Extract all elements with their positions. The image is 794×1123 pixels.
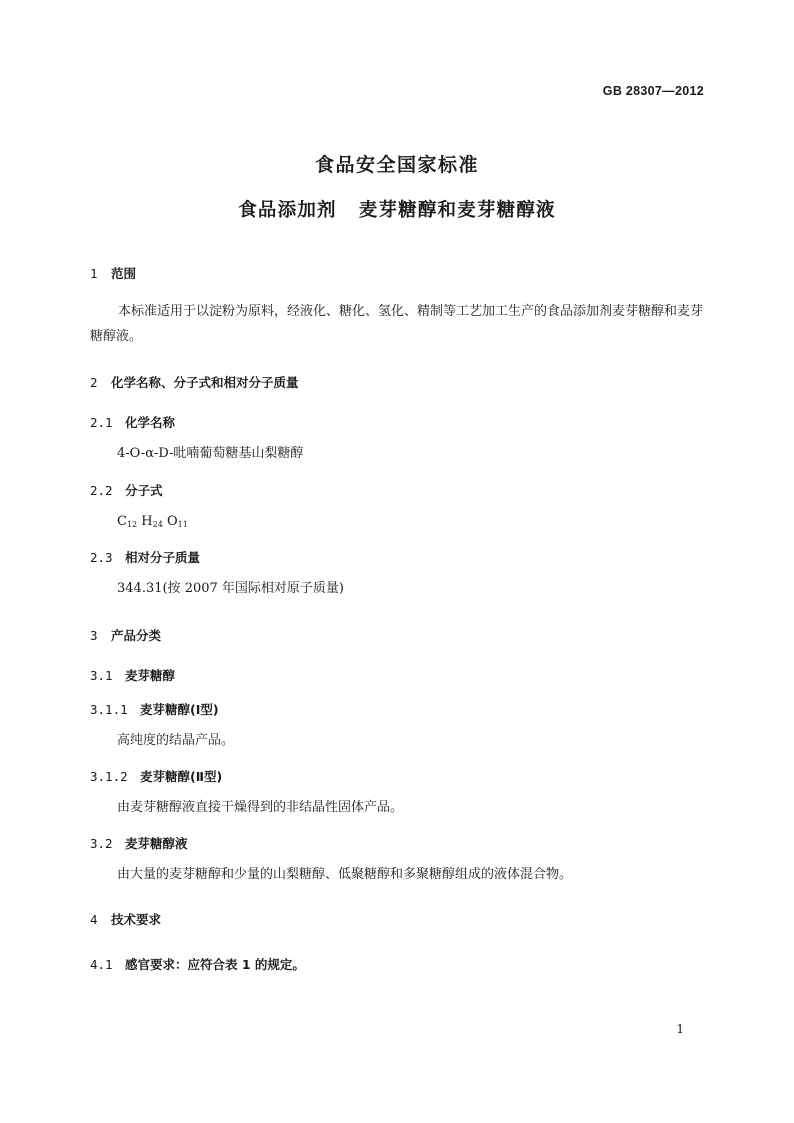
section-title: 化学名称 bbox=[125, 415, 176, 430]
section-3-2-heading bbox=[90, 834, 188, 852]
liquid-description: 由大量的麦芽糖醇和少量的山梨糖醇、低聚糖醇和多聚糖醇组成的液体混合物。 bbox=[117, 867, 573, 882]
section-number: 2.1 bbox=[90, 415, 113, 430]
section-3-heading bbox=[90, 626, 161, 644]
section-number: 3.1.1 bbox=[90, 702, 128, 717]
document-subtitle bbox=[0, 196, 794, 222]
section-4-1-heading bbox=[90, 955, 305, 973]
section-title: 化学名称、分子式和相对分子质量 bbox=[111, 375, 299, 390]
section-2-1-heading bbox=[90, 413, 175, 431]
molecular-mass-text: 344.31(按 2007 年国际相对原子质量) bbox=[117, 581, 344, 596]
section-number: 2 bbox=[90, 375, 98, 390]
section-2-2-heading bbox=[90, 481, 163, 499]
section-3-1-1-heading bbox=[90, 700, 219, 718]
element-o: O bbox=[166, 514, 178, 529]
element-o-count: 11 bbox=[177, 520, 188, 529]
section-number: 4 bbox=[90, 912, 98, 927]
section-2-3-heading bbox=[90, 548, 200, 566]
section-number: 3.1.2 bbox=[90, 769, 128, 784]
section-number: 4.1 bbox=[90, 957, 113, 972]
standard-code: GB 28307—2012 bbox=[602, 84, 704, 98]
section-3-1-heading bbox=[90, 666, 175, 684]
element-h: H bbox=[141, 514, 153, 529]
section-number: 3 bbox=[90, 628, 98, 643]
section-4-heading bbox=[90, 910, 161, 928]
section-number: 3.2 bbox=[90, 836, 113, 851]
section-number: 2.2 bbox=[90, 483, 113, 498]
section-number: 2.3 bbox=[90, 550, 113, 565]
molecular-formula bbox=[117, 509, 733, 537]
section-1-paragraph: 本标准适用于以淀粉为原料，经液化、糖化、氢化、精制等工艺加工生产的食品添加剂麦芽糖醇和麦芽糖醇液。 bbox=[90, 304, 704, 344]
element-h-count: 24 bbox=[152, 520, 163, 529]
element-c: C bbox=[117, 514, 127, 529]
section-title: 麦芽糖醇液 bbox=[125, 836, 188, 851]
document-title: 食品安全国家标准 bbox=[314, 154, 479, 176]
section-title: 感官要求：应符合表 1 的规定。 bbox=[125, 957, 305, 972]
type-2-description: 由麦芽糖醇液直接干燥得到的非结晶性固体产品。 bbox=[117, 800, 404, 815]
subtitle-category: 食品添加剂 bbox=[238, 200, 337, 221]
page-number: 1 bbox=[676, 1022, 684, 1036]
section-title: 麦芽糖醇 bbox=[125, 668, 176, 683]
section-1-heading bbox=[90, 264, 136, 282]
section-title: 范围 bbox=[111, 266, 137, 281]
section-3-1-2-heading bbox=[90, 767, 222, 785]
section-2-heading bbox=[90, 373, 299, 391]
section-title: 麦芽糖醇(Ⅱ型) bbox=[140, 769, 223, 784]
type-1-description: 高纯度的结晶产品。 bbox=[117, 733, 235, 748]
subtitle-product: 麦芽糖醇和麦芽糖醇液 bbox=[358, 200, 556, 221]
section-number: 1 bbox=[90, 266, 98, 281]
section-number: 3.1 bbox=[90, 668, 113, 683]
section-title: 麦芽糖醇(Ⅰ型) bbox=[140, 702, 219, 717]
section-title: 产品分类 bbox=[111, 628, 162, 643]
section-title: 分子式 bbox=[125, 483, 163, 498]
chemical-name-text: 4-O-α-D-吡喃葡萄糖基山梨糖醇 bbox=[117, 446, 304, 461]
section-title: 相对分子质量 bbox=[125, 550, 201, 565]
section-title: 技术要求 bbox=[111, 912, 162, 927]
element-c-count: 12 bbox=[126, 520, 138, 529]
